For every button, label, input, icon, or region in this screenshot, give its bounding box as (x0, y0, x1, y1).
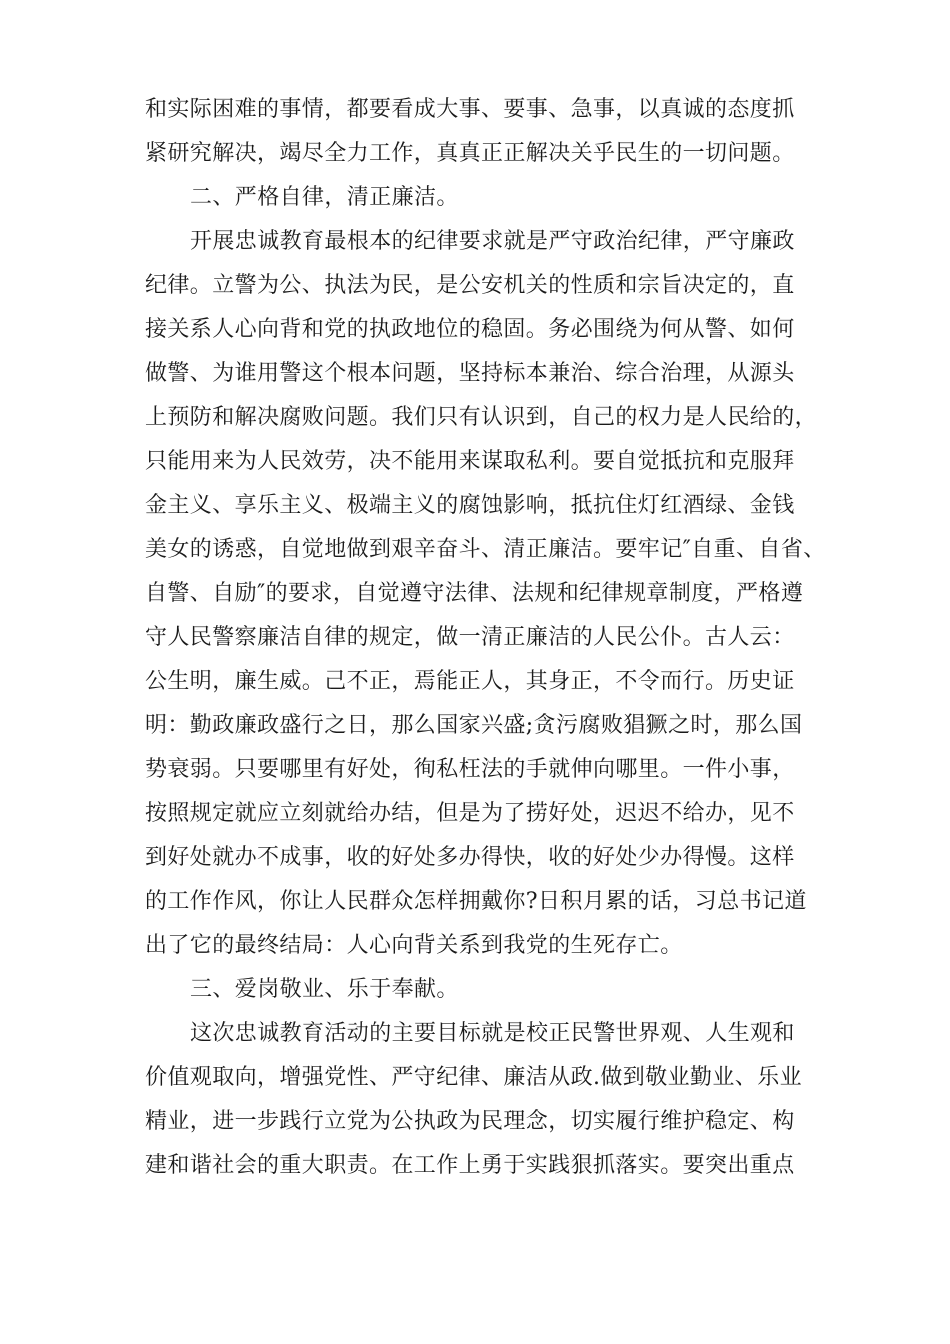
text-line: 接关系人心向背和党的执政地位的稳固。务必围绕为何从警、如何 (145, 317, 795, 342)
paragraph-first-line: 开展忠诚教育最根本的纪律要求就是严守政治纪律，严守廉政 (190, 229, 795, 254)
text-line: 自警、自励″的要求，自觉遵守法律、法规和纪律规章制度，严格遵 (145, 581, 804, 606)
text-line: 明：勤政廉政盛行之日，那么国家兴盛;贪污腐败猖獗之时，那么国 (145, 713, 803, 738)
text-line: 精业，进一步践行立党为公执政为民理念，切实履行维护稳定、构 (145, 1109, 795, 1134)
text-line: 只能用来为人民效劳，决不能用来谋取私利。要自觉抵抗和克服拜 (145, 449, 795, 474)
text-line: 美女的诱惑，自觉地做到艰辛奋斗、清正廉洁。要牢记″自重、自省、 (145, 537, 826, 562)
text-line: 和实际困难的事情，都要看成大事、要事、急事，以真诚的态度抓 (145, 97, 795, 122)
text-line: 势衰弱。只要哪里有好处，徇私枉法的手就伸向哪里。一件小事， (145, 757, 795, 782)
paragraph-first-line: 这次忠诚教育活动的主要目标就是校正民警世界观、人生观和 (190, 1021, 795, 1046)
text-line: 紧研究解决，竭尽全力工作，真真正正解决关乎民生的一切问题。 (145, 141, 795, 166)
text-line: 公生明，廉生威。己不正，焉能正人，其身正，不令而行。历史证 (145, 669, 795, 694)
text-line: 做警、为谁用警这个根本问题，坚持标本兼治、综合治理，从源头 (145, 361, 795, 386)
text-line: 金主义、享乐主义、极端主义的腐蚀影响，抵抗住灯红酒绿、金钱 (145, 493, 795, 518)
text-line: 守人民警察廉洁自律的规定，做一清正廉洁的人民公仆。古人云： (145, 625, 795, 650)
text-line: 的工作作风，你让人民群众怎样拥戴你?日积月累的话，习总书记道 (145, 889, 807, 914)
text-line: 价值观取向，增强党性、严守纪律、廉洁从政.做到敬业勤业、乐业 (145, 1065, 802, 1090)
section-heading: 二、严格自律，清正廉洁。 (190, 185, 459, 210)
text-line: 按照规定就应立刻就给办结，但是为了捞好处，迟迟不给办，见不 (145, 801, 795, 826)
text-line: 上预防和解决腐败问题。我们只有认识到，自己的权力是人民给的， (145, 405, 818, 430)
text-line: 建和谐社会的重大职责。在工作上勇于实践狠抓落实。要突出重点 (145, 1153, 795, 1178)
text-line: 到好处就办不成事，收的好处多办得快，收的好处少办得慢。这样 (145, 845, 795, 870)
text-line: 出了它的最终结局：人心向背关系到我党的生死存亡。 (145, 933, 683, 958)
section-heading: 三、爱岗敬业、乐于奉献。 (190, 977, 459, 1002)
text-line: 纪律。立警为公、执法为民，是公安机关的性质和宗旨决定的，直 (145, 273, 795, 298)
